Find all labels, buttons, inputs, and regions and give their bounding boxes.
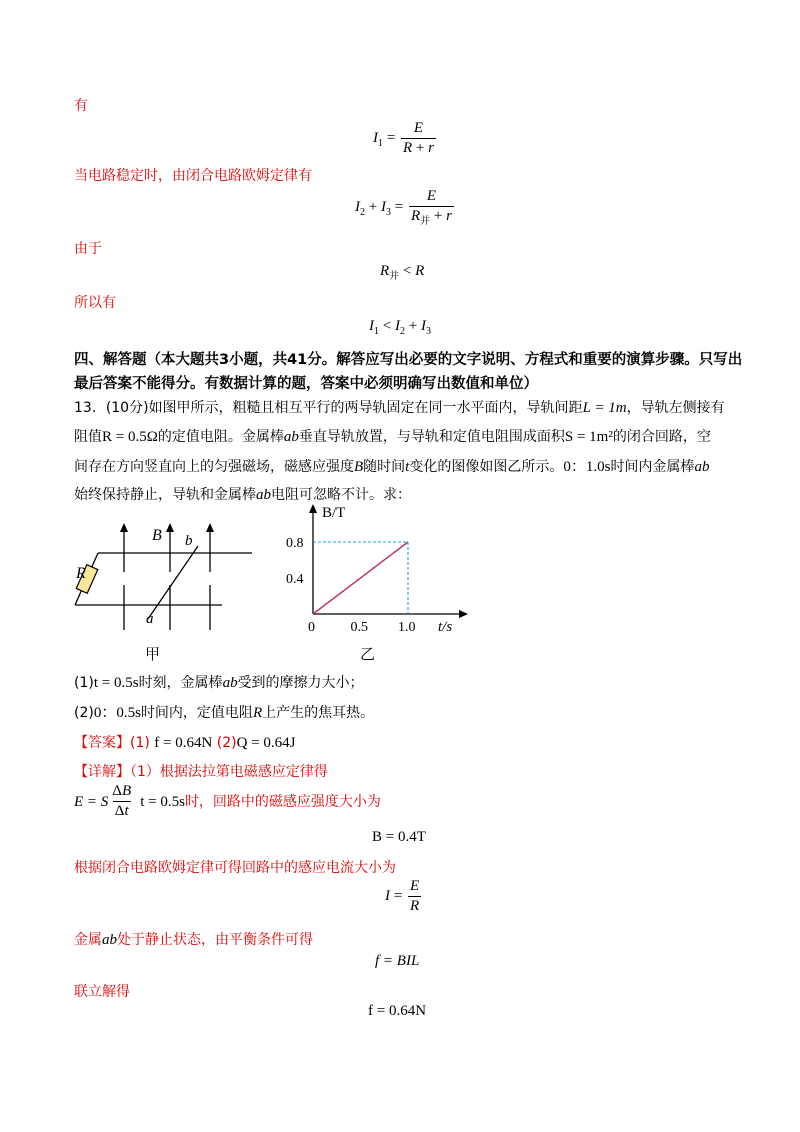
- series-line: [313, 542, 408, 614]
- label-b: b: [185, 533, 193, 549]
- section-heading-line1: 四、解答题（本大题共3小题，共41分。解答应写出必要的文字说明、方程式和重要的演算步骤。只写出: [74, 352, 743, 368]
- text-stable: 当电路稳定时，由闭合电路欧姆定律有: [74, 168, 312, 184]
- equation-I: I = $\frac{E}{R}$: [385, 878, 420, 914]
- label-R: R: [76, 565, 86, 582]
- problem-text: 垂直导轨放置，与导轨和定值电阻围成面积: [298, 429, 565, 445]
- equation-i1: $I_1$ = $\frac{E}{R + r}$: [373, 120, 434, 156]
- question-text: 时刻，金属棒: [138, 675, 223, 691]
- chart-xlabel: t/s: [438, 619, 453, 635]
- equation-B: B = 0.4T: [372, 829, 426, 845]
- question-text: 受到的摩擦力大小；: [237, 675, 364, 691]
- chart-origin: 0: [308, 620, 315, 635]
- math-range: 0：1.0s: [563, 459, 611, 475]
- figure-yi-label: 乙: [360, 645, 376, 663]
- math-E-eq: E = S: [74, 794, 109, 810]
- answer-number: (1): [130, 735, 150, 751]
- math-R: R = 0.5Ω: [102, 429, 158, 445]
- text-so: 所以有: [74, 295, 116, 311]
- arrowhead: [120, 523, 128, 532]
- question-text: 上产生的焦耳热。: [262, 705, 375, 721]
- detail-line5: 联立解得: [74, 984, 130, 1000]
- problem-line1: [74, 397, 725, 417]
- problem-line3: [74, 455, 709, 476]
- answer-2: Q = 0.64J: [236, 735, 296, 751]
- detail-text: （1）根据法拉第电磁感应定律得: [130, 764, 328, 780]
- problem-text: 的闭合回路，空: [612, 429, 711, 445]
- equation-r-compare: $R_并 < R$: [380, 263, 425, 282]
- figure-yi-chart: [280, 500, 480, 640]
- detail-line3: 根据闭合电路欧姆定律可得回路中的感应电流大小为: [74, 860, 396, 876]
- problem-text: 的定值电阻。金属棒: [157, 429, 284, 445]
- answer-line: [74, 732, 296, 752]
- problem-text: 随时间: [363, 459, 406, 475]
- math-R: R: [252, 705, 263, 721]
- problem-text: 如图甲所示，粗糙且相互平行的两导轨固定在同一水平面内，导轨间距: [148, 400, 583, 416]
- x-axis-arrow: [459, 610, 468, 618]
- y-tick-label: 0.4: [286, 572, 304, 587]
- chart-ylabel: B/T: [322, 505, 346, 521]
- math-t-value: t = 0.5s: [93, 675, 139, 691]
- answer-number: (2): [216, 735, 237, 751]
- problem-text: 阻值: [74, 429, 102, 445]
- text-because: 由于: [74, 241, 102, 257]
- metal-rod: [148, 546, 198, 619]
- label-B: B: [152, 527, 162, 544]
- answer-1: f = 0.64N: [154, 735, 213, 751]
- detail-text: 处于静止状态，由平衡条件可得: [117, 932, 313, 948]
- detail-text: 金属: [74, 932, 102, 948]
- detail-line1: [74, 761, 328, 781]
- detail-text: 时，回路中的磁感应强度大小为: [184, 794, 381, 810]
- math-ab: ab: [222, 675, 238, 691]
- equation-i-compare: $I_1 < I_2 + I_3$: [369, 318, 431, 337]
- problem-line2: [74, 426, 711, 446]
- equation-f-BIL: f = BIL: [375, 953, 420, 969]
- text-you: 有: [74, 98, 88, 114]
- equation-f-final: f = 0.64N: [368, 1003, 427, 1019]
- math-ab: ab: [102, 932, 117, 948]
- figure-jia-label: 甲: [145, 645, 161, 663]
- arrowhead: [166, 523, 174, 532]
- problem-text: 时间内金属棒: [610, 459, 695, 475]
- y-axis-arrow: [309, 504, 317, 513]
- section-heading-line2: 最后答案不能得分。有数据计算的题，答案中必须明确写出数值和单位）: [74, 376, 538, 392]
- fraction-dB-dt: $\frac{\Delta B}{\Delta t}$: [112, 783, 132, 819]
- y-tick-label: 0.8: [286, 536, 304, 551]
- question-number: (1): [74, 675, 94, 691]
- math-S: S = 1m²: [564, 429, 613, 445]
- math-B: B: [354, 459, 364, 475]
- answer-tag: 【答案】: [74, 735, 130, 751]
- problem-number: 13．(10分): [74, 400, 149, 416]
- arrowhead: [206, 523, 214, 532]
- question-text: 时间内，定值电阻: [140, 705, 253, 721]
- problem-text: 电阻可忽略不计。求：: [271, 487, 411, 503]
- problem-text: 间存在方向竖直向上的匀强磁场，磁感应强度: [74, 459, 354, 475]
- math-ab: ab: [694, 459, 710, 475]
- math-ab: ab: [283, 429, 299, 445]
- x-tick-label: 1.0: [398, 620, 416, 635]
- math-L: L = 1m: [582, 400, 627, 416]
- detail-line4: [74, 929, 313, 949]
- detail-equation-line: [74, 783, 381, 820]
- math-t: t: [405, 459, 410, 475]
- problem-text: 始终保持静止，导轨和金属棒: [74, 487, 256, 503]
- question-number: (2): [74, 705, 94, 721]
- problem-text: 变化的图像如图乙所示。: [409, 459, 564, 475]
- question-1: [74, 672, 364, 692]
- math-ab: ab: [256, 487, 271, 503]
- math-range: 0：0.5s: [93, 705, 141, 721]
- problem-text: ，导轨左侧接有: [626, 400, 725, 416]
- label-a: a: [146, 611, 154, 627]
- equation-i2-i3: $I_2 + I_3$ = $\frac{E}{R_并 + r}$: [355, 188, 452, 227]
- detail-tag: 【详解】: [74, 764, 130, 780]
- math-t-eq: t = 0.5s: [140, 794, 185, 810]
- x-tick-label: 0.5: [350, 620, 368, 635]
- question-2: [74, 701, 374, 722]
- figure-jia: [70, 520, 260, 640]
